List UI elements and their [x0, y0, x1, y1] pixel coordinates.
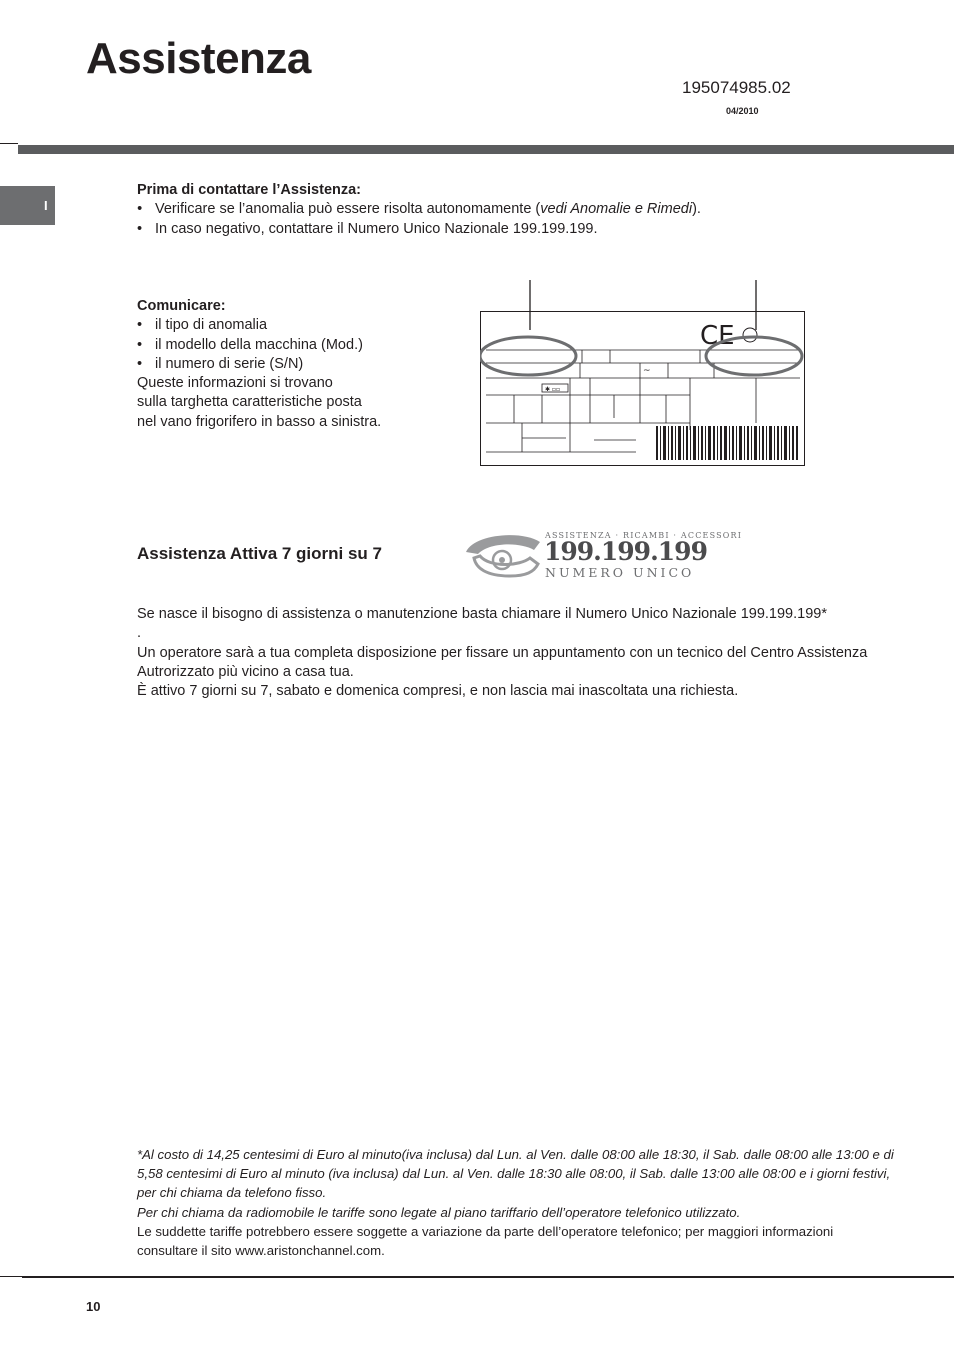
- language-tab-label: I: [44, 198, 48, 213]
- communicate-item: il numero di serie (S/N): [155, 355, 304, 372]
- list-item: [137, 220, 837, 239]
- communicate-section: [137, 297, 437, 432]
- bullet-icon: •: [137, 355, 143, 372]
- tariff-footnote: [137, 1145, 897, 1260]
- page-title: Assistenza: [86, 34, 311, 83]
- bullet-icon: •: [137, 220, 143, 237]
- note-line: Queste informazioni si trovano: [137, 375, 333, 392]
- bullet2-text: In caso negativo, contattare il Numero Unico Nazionale 199.199.199.: [155, 220, 598, 237]
- bullet-icon: •: [137, 201, 143, 218]
- language-tab: [0, 186, 55, 225]
- bullet-icon: •: [137, 317, 143, 334]
- bullet1-text-italic: vedi Anomalie e Rimedi: [540, 201, 693, 218]
- svg-text:✱ ▫▫: ✱ ▫▫: [545, 386, 561, 393]
- numero-unico-logo: [460, 528, 743, 584]
- model-highlight-ellipse: [480, 337, 576, 375]
- assistance-body: [137, 605, 897, 701]
- communicate-item: il tipo di anomalia: [155, 317, 268, 334]
- bullet1-text-prefix: Verificare se l’anomalia può essere risolta autonomamente (: [155, 201, 541, 218]
- page-number: 10: [86, 1299, 101, 1314]
- serial-highlight-ellipse: [706, 337, 802, 375]
- list-item: [137, 316, 437, 335]
- list-item: [137, 355, 437, 374]
- footer-rule-left: [0, 1276, 22, 1277]
- assistance-paragraph-2: Un operatore sarà a tua completa disposizione per fissare un appuntamento con un tecnico del Centro Assistenza Autrorizzato più vicino a casa tua.: [137, 644, 868, 680]
- footnote-fixed-line: *Al costo di 14,25 centesimi di Euro al minuto(iva inclusa) dal Lun. al Ven. dalle 08:00 alle 18:30, il Sab. dalle 08:00 alle 13:00 e di 5,58 centesimi di Euro al minuto (iva inclusa) dal Lun. al Ven. dalle 18:30 alle 08:00, il Sab. dalle 13:00 alle 08:00 e i giorni festivi, per chi chiama da telefono fisso.: [137, 1147, 894, 1201]
- logo-tagline: ASSISTENZA · RICAMBI · ACCESSORI: [545, 531, 743, 540]
- before-contacting-heading: Prima di contattare l’Assistenza:: [137, 182, 362, 198]
- document-date: 04/2010: [726, 106, 759, 116]
- list-item: [137, 200, 837, 219]
- voltage-symbol-icon: ~: [643, 366, 651, 376]
- certification-mark-icon: [743, 328, 757, 342]
- communicate-item: il modello della macchina (Mod.): [155, 336, 363, 353]
- assistance-paragraph-3: È attivo 7 giorni su 7, sabato e domenica compresi, e non lascia mai inascoltata una richiesta.: [137, 683, 739, 700]
- document-code: 195074985.02: [682, 78, 791, 97]
- telephone-icon: [460, 528, 544, 584]
- header-bar: [18, 145, 954, 154]
- header-rule-left: [0, 143, 18, 144]
- list-item: [137, 336, 437, 355]
- rating-label-diagram: [480, 280, 810, 470]
- footnote-mobile: Per chi chiama da radiomobile le tariffe sono legate al piano tariffario dell’operatore telefonico utilizzato.: [137, 1204, 741, 1220]
- note-line: nel vano frigorifero in basso a sinistra.: [137, 413, 382, 430]
- logo-subtitle: NUMERO UNICO: [545, 565, 695, 580]
- assistance-paragraph-1: Se nasce il bisogno di assistenza o manutenzione basta chiamare il Numero Unico Nazionale 199.199.199*: [137, 606, 827, 622]
- assistance-heading: Assistenza Attiva 7 giorni su 7: [137, 544, 382, 563]
- assistance-paragraph-1-dot: .: [137, 625, 142, 642]
- footnote-disclaimer: Le suddette tariffe potrebbero essere soggette a variazione da parte dell’operatore telefonico; per maggiori informazioni consultare il sito www.aristonchannel.com.: [137, 1223, 834, 1259]
- bullet-icon: •: [137, 336, 143, 353]
- footer-rule: [22, 1276, 954, 1278]
- bullet1-text-suffix: ).: [692, 201, 701, 218]
- communicate-heading: Comunicare:: [137, 298, 226, 314]
- note-line: sulla targhetta caratteristiche posta: [137, 394, 362, 411]
- barcode-icon: [656, 426, 798, 460]
- ce-mark-icon: CE: [700, 321, 735, 351]
- before-contacting-section: [137, 181, 837, 239]
- logo-phone-number: 199.199.199: [544, 537, 707, 566]
